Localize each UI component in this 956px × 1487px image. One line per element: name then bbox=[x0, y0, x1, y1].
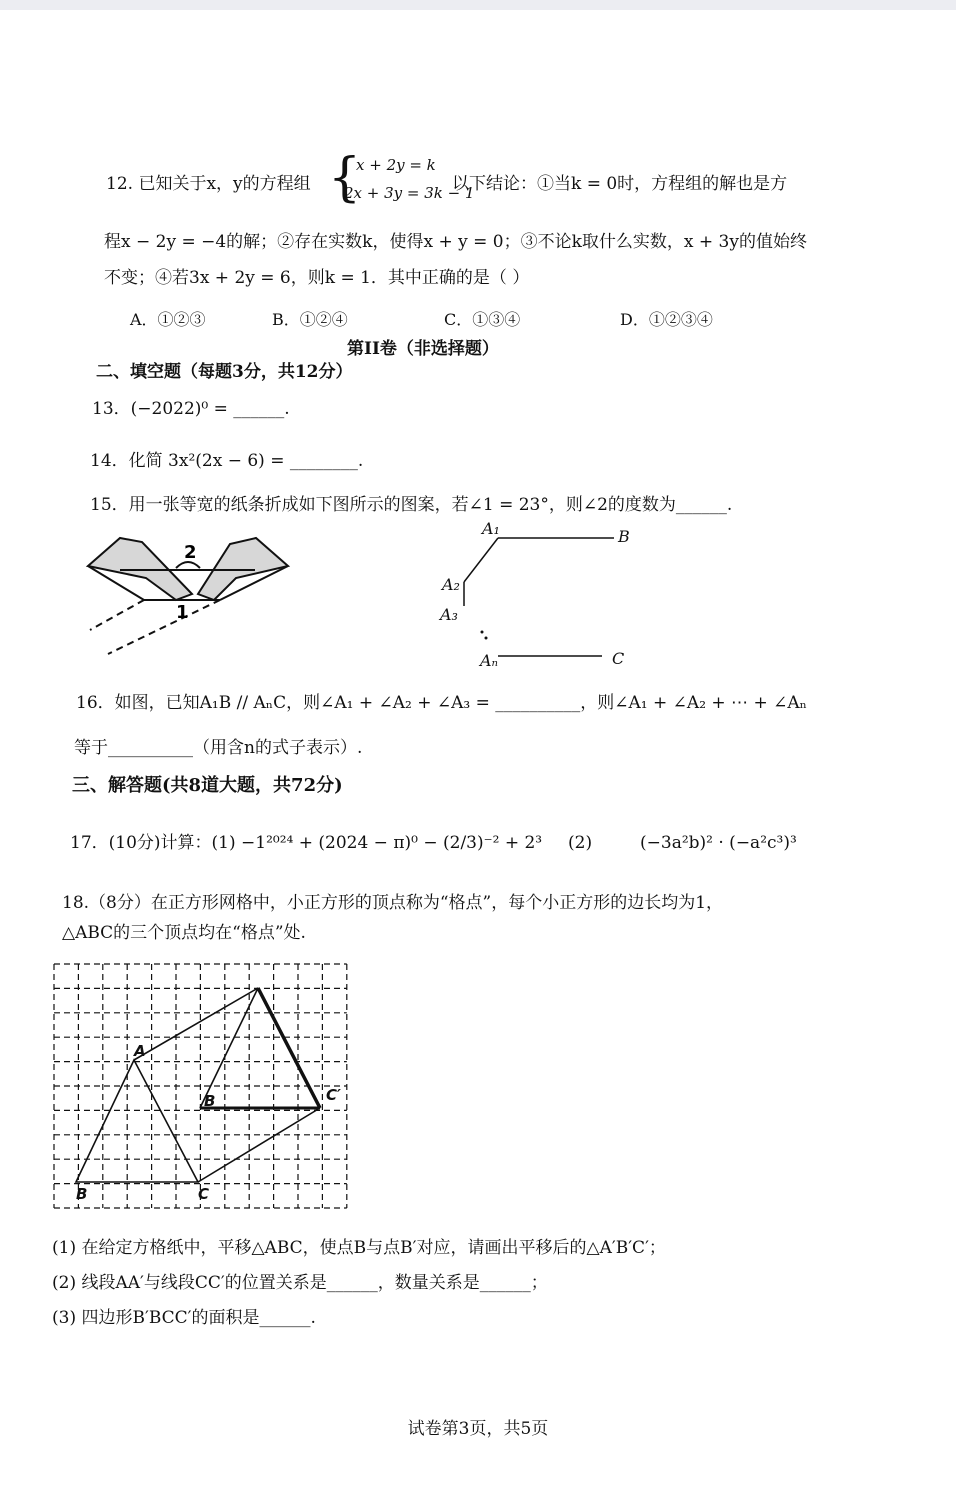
q12-option-a: A．①②③ bbox=[130, 310, 206, 329]
label-B: B bbox=[618, 527, 630, 546]
segment-c-cprime bbox=[198, 1108, 320, 1182]
grid-label-C: C bbox=[198, 1185, 210, 1203]
q12-line3: 不变；④若3x + 2y = 6，则k = 1．其中正确的是（ ） bbox=[104, 268, 530, 288]
label-C: C bbox=[612, 649, 625, 668]
q12-option-d: D．①②③④ bbox=[620, 310, 713, 329]
grid-label-B: B bbox=[76, 1185, 88, 1203]
label-A1: A₁ bbox=[482, 519, 500, 538]
q12-line1-tail: 以下结论：①当k = 0时，方程组的解也是方 bbox=[452, 174, 788, 194]
equation-1: x + 2y = k bbox=[356, 156, 436, 174]
page-footer: 试卷第3页，共5页 bbox=[407, 1419, 549, 1439]
q18-sub1: (1) 在给定方格纸中，平移△ABC，使点B与点B′对应，请画出平移后的△A′B′C′； bbox=[52, 1238, 666, 1258]
q12-prefix: 12. 已知关于x，y的方程组 bbox=[106, 174, 311, 194]
equation-2: 2x + 3y = 3k − 1 bbox=[344, 184, 475, 202]
fig15-label-1: 1 bbox=[176, 602, 189, 623]
q18-sub3: (3) 四边形B′BCC′的面积是______. bbox=[52, 1308, 316, 1328]
triangle-abc bbox=[76, 1060, 198, 1182]
segment-aprime-cprime bbox=[258, 988, 320, 1108]
q16-line1: 16．如图，已知A₁B // AₙC，则∠A₁ + ∠A₂ + ∠A₃ = __________，则∠A₁ + ∠A₂ + ⋯ + ∠Aₙ bbox=[76, 693, 807, 713]
q18-grid-figure bbox=[48, 958, 358, 1210]
grid-label-B-prime: B bbox=[204, 1092, 216, 1110]
q12-option-b: B．①②④ bbox=[272, 310, 348, 329]
equation-system bbox=[328, 148, 475, 210]
q15: 15．用一张等宽的纸条折成如下图所示的图案，若∠1 = 23°，则∠2的度数为______. bbox=[90, 495, 733, 515]
label-An: Aₙ bbox=[480, 651, 499, 670]
q18-line1: 18.（8分）在正方形网格中，小正方形的顶点称为“格点”，每个小正方形的边长均为1， bbox=[62, 893, 724, 913]
q14: 14．化简 3x²(2x − 6) = ________. bbox=[90, 451, 364, 471]
section-2-title: 第II卷（非选择题） bbox=[347, 339, 499, 359]
label-A2: A₂ bbox=[442, 575, 460, 594]
section-2-heading: 二、填空题（每题3分，共12分） bbox=[96, 362, 353, 382]
q16-figure bbox=[436, 516, 636, 676]
q17-part2-label: (2) bbox=[568, 833, 593, 853]
q18-line2: △ABC的三个顶点均在“格点”处. bbox=[62, 923, 306, 943]
q12-line2: 程x − 2y = −4的解；②存在实数k，使得x + y = 0；③不论k取什么实数，x + 3y的值始终 bbox=[104, 232, 807, 252]
q18-sub2: (2) 线段AA′与线段CC′的位置关系是______，数量关系是______； bbox=[52, 1273, 548, 1293]
q13: 13．(−2022)⁰ = ______. bbox=[92, 399, 290, 419]
segment-a-aprime bbox=[134, 988, 258, 1060]
q15-fold-figure bbox=[80, 530, 300, 660]
grid-label-C-prime: C′ bbox=[326, 1086, 341, 1104]
q16-line2: 等于__________（用含n的式子表示）. bbox=[74, 738, 363, 758]
q17-part2-expr: (−3a²b)² · (−a²c³)³ bbox=[640, 833, 797, 853]
grid-label-A: A bbox=[134, 1042, 146, 1060]
q12-option-c: C．①③④ bbox=[444, 310, 521, 329]
top-edge bbox=[0, 0, 956, 10]
q17-part1: 17．(10分)计算：(1) −1²⁰²⁴ + (2024 − π)⁰ − (2/3)⁻² + 2³ bbox=[70, 833, 543, 853]
label-A3: A₃ bbox=[440, 605, 458, 624]
system-brace: { bbox=[328, 148, 362, 208]
fig15-label-2: 2 bbox=[184, 542, 197, 563]
section-3-heading: 三、解答题(共8道大题，共72分) bbox=[72, 775, 343, 796]
